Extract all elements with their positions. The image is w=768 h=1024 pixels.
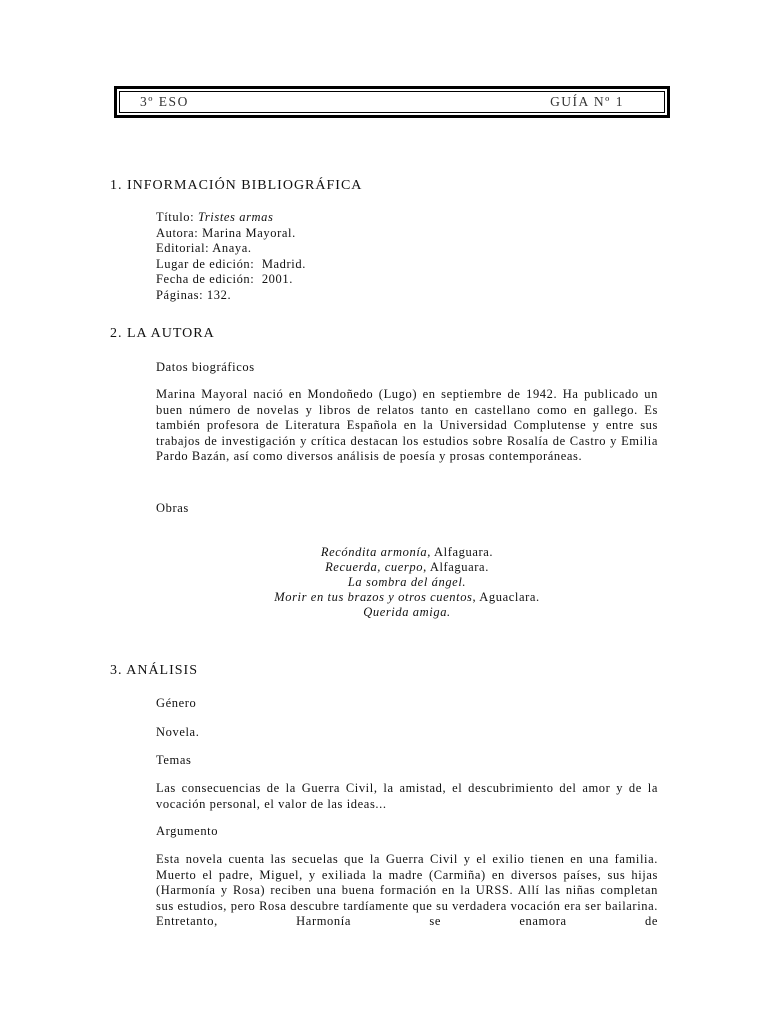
field-label: Autora: xyxy=(156,225,203,240)
work-item xyxy=(156,560,658,575)
work-title: Querida amiga. xyxy=(363,605,451,619)
section-title-analysis: 3. ANÁLISIS xyxy=(110,663,199,678)
section-title-author: 2. LA AUTORA xyxy=(110,326,215,341)
field-label: Lugar de edición: xyxy=(156,256,262,271)
genre-heading: Género xyxy=(156,696,197,710)
work-item xyxy=(156,605,658,620)
work-publisher: , Alfaguara. xyxy=(423,560,489,574)
plot-heading: Argumento xyxy=(156,824,219,838)
field-value: 2001. xyxy=(261,272,293,286)
work-title: Recuerda, cuerpo xyxy=(325,560,424,574)
plot-text: Esta novela cuenta las secuelas que la Guerra Civil y el exilio tienen en una familia. Muerto el padre, Miguel, y exiliada la madre (Carmiña) en diversos países, sus hijas (Harmonía y Rosa) reciben una buena formación en la URSS. Allí las niñas completan sus estudios, pero Rosa descubre tardíamente que su verdadera vocación era ser bailarina. Entretanto, Harmonía se enamora de xyxy=(156,852,658,928)
themes-text: Las consecuencias de la Guerra Civil, la amistad, el descubrimiento del amor y de la vocación personal, el valor de las ideas... xyxy=(156,781,658,811)
work-title: La sombra del ángel. xyxy=(347,575,467,589)
field-value: Madrid. xyxy=(261,256,306,271)
bio-heading: Datos biográficos xyxy=(156,360,255,374)
bio-text: Marina Mayoral nació en Mondoñedo (Lugo) en septiembre de 1942. Ha publicado un buen número de novelas y libros de relatos tanto en castellano como en gallego. Es también profesora de Literatura Española en la Universidad Complutense y entre sus trabajos de investigación y crítica destacan los estudios sobre Rosalía de Castro y Emilia Pardo Bazán, así como diversos análisis de poesía y prosas contemporáneas. xyxy=(156,387,658,463)
field-label: Título: xyxy=(156,210,198,224)
genre-text: Novela. xyxy=(156,725,200,739)
field-title xyxy=(156,210,658,226)
header-guide-number: GUÍA Nº 1 xyxy=(550,94,624,109)
themes-heading: Temas xyxy=(156,753,192,767)
field-label: Editorial: xyxy=(156,241,213,255)
work-publisher: , Alfaguara. xyxy=(427,545,494,559)
works-list xyxy=(156,545,658,620)
section-title-bibliographic: 1. INFORMACIÓN BIBLIOGRÁFICA xyxy=(110,178,363,193)
work-item xyxy=(156,545,658,560)
field-publisher xyxy=(156,241,658,257)
field-value: 132. xyxy=(206,287,232,302)
field-date xyxy=(156,272,658,288)
works-heading: Obras xyxy=(156,501,189,515)
field-place xyxy=(156,257,658,273)
header-course: 3º ESO xyxy=(140,94,189,109)
bibliographic-fields xyxy=(156,210,658,303)
field-pages xyxy=(156,288,658,304)
field-value: Tristes armas xyxy=(197,210,274,224)
work-item xyxy=(156,575,658,590)
field-author xyxy=(156,226,658,242)
field-value: Marina Mayoral. xyxy=(202,225,296,240)
header-box xyxy=(114,86,670,118)
work-title: Morir en tus brazos y otros cuentos xyxy=(274,590,473,604)
work-item xyxy=(156,590,658,605)
work-publisher: , Aguaclara. xyxy=(472,590,540,604)
field-label: Páginas: xyxy=(156,287,207,302)
work-title: Recóndita armonía xyxy=(320,545,428,559)
field-value: Anaya. xyxy=(212,241,252,255)
header-inner xyxy=(119,91,665,113)
field-label: Fecha de edición: xyxy=(156,272,262,286)
